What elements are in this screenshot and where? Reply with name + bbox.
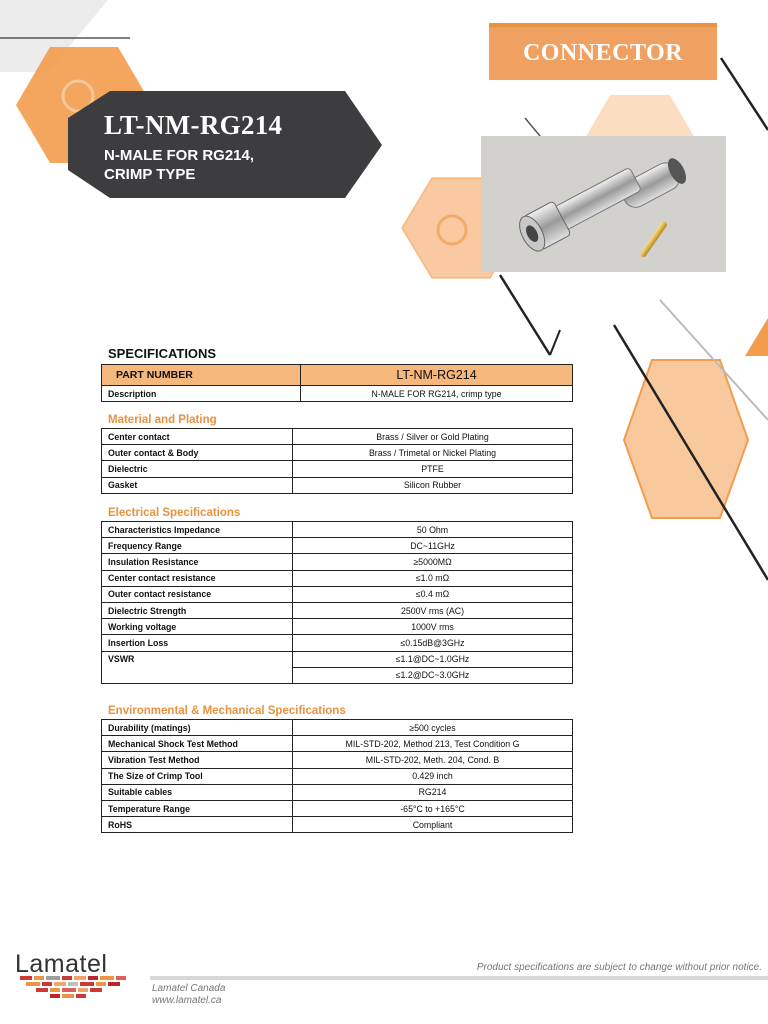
part-table: [101, 364, 573, 402]
product-title: LT-NM-RG214: [104, 110, 283, 140]
row-value: 0.429 inch: [293, 768, 573, 784]
row-value: -65°C to +165°C: [293, 800, 573, 816]
row-value: MIL-STD-202, Method 213, Test Condition G: [293, 736, 573, 752]
table-row: [102, 720, 573, 736]
row-value: 50 Ohm: [293, 522, 573, 538]
environmental-table: [101, 719, 573, 833]
row-label: Insulation Resistance: [102, 554, 293, 570]
table-row: [102, 538, 573, 554]
row-label: Mechanical Shock Test Method: [102, 736, 293, 752]
company-website[interactable]: www.lamatel.ca: [152, 995, 222, 1006]
environmental-heading: Environmental & Mechanical Specifications: [108, 705, 346, 717]
row-value: PTFE: [293, 461, 573, 477]
table-row: [102, 736, 573, 752]
specifications-heading: SPECIFICATIONS: [108, 346, 217, 361]
row-label: Insertion Loss: [102, 635, 293, 651]
description-label: Description: [102, 386, 301, 402]
row-value: MIL-STD-202, Meth. 204, Cond. B: [293, 752, 573, 768]
row-value: ≤1.0 mΩ: [293, 570, 573, 586]
row-value: Silicon Rubber: [293, 477, 573, 493]
table-row: [102, 365, 573, 386]
table-row: [102, 619, 573, 635]
row-label: RoHS: [102, 817, 293, 833]
row-label: Center contact: [102, 429, 293, 445]
row-label: Gasket: [102, 477, 293, 493]
row-label: The Size of Crimp Tool: [102, 768, 293, 784]
footer-divider: [150, 976, 768, 980]
table-row: [102, 477, 573, 493]
company-info: [152, 983, 225, 1007]
part-number-label: PART NUMBER: [102, 365, 301, 386]
vswr-value-2: ≤1.2@DC~3.0GHz: [293, 667, 573, 683]
company-name: Lamatel Canada: [152, 983, 226, 994]
row-label: Working voltage: [102, 619, 293, 635]
row-label: Temperature Range: [102, 800, 293, 816]
row-value: Brass / Trimetal or Nickel Plating: [293, 445, 573, 461]
table-row: [102, 429, 573, 445]
electrical-table: [101, 521, 573, 684]
table-row: [102, 522, 573, 538]
electrical-heading: Electrical Specifications: [108, 507, 241, 519]
row-value: 1000V rms: [293, 619, 573, 635]
row-label: Vibration Test Method: [102, 752, 293, 768]
table-row: [102, 461, 573, 477]
row-label: Characteristics Impedance: [102, 522, 293, 538]
table-row: [102, 817, 573, 833]
table-row: [102, 602, 573, 618]
row-value: RG214: [293, 784, 573, 800]
row-label: Dielectric: [102, 461, 293, 477]
product-photo: [481, 136, 726, 272]
row-label: Suitable cables: [102, 784, 293, 800]
row-value: ≥500 cycles: [293, 720, 573, 736]
table-row: [102, 445, 573, 461]
product-subtitle: N-MALE FOR RG214, CRIMP TYPE: [104, 147, 255, 183]
vswr-label: VSWR: [102, 651, 293, 683]
table-row: [102, 784, 573, 800]
category-badge-label: CONNECTOR: [522, 40, 684, 66]
row-label: Durability (matings): [102, 720, 293, 736]
description-value: N-MALE FOR RG214, crimp type: [301, 386, 573, 402]
material-table: [101, 428, 573, 494]
table-row: [102, 386, 573, 402]
row-value: Brass / Silver or Gold Plating: [293, 429, 573, 445]
vswr-value-1: ≤1.1@DC~1.0GHz: [293, 651, 573, 667]
row-value: DC~11GHz: [293, 538, 573, 554]
category-badge: [489, 23, 717, 80]
table-row: [102, 800, 573, 816]
table-row: [102, 554, 573, 570]
row-value: ≤0.4 mΩ: [293, 586, 573, 602]
row-value: ≥5000MΩ: [293, 554, 573, 570]
row-label: Outer contact & Body: [102, 445, 293, 461]
connector-image: [481, 136, 726, 272]
row-value: ≤0.15dB@3GHz: [293, 635, 573, 651]
lamatel-logo: Lamatel: [15, 950, 108, 978]
row-label: Frequency Range: [102, 538, 293, 554]
part-number-value: LT-NM-RG214: [301, 365, 573, 386]
table-row: [102, 570, 573, 586]
table-row: [102, 635, 573, 651]
material-heading: Material and Plating: [108, 414, 217, 426]
table-row: [102, 586, 573, 602]
row-label: Center contact resistance: [102, 570, 293, 586]
row-label: Dielectric Strength: [102, 602, 293, 618]
table-row: [102, 651, 573, 667]
disclaimer-note: Product specifications are subject to change without prior notice.: [476, 962, 762, 973]
row-label: Outer contact resistance: [102, 586, 293, 602]
table-row: [102, 752, 573, 768]
row-value: Compliant: [293, 817, 573, 833]
row-value: 2500V rms (AC): [293, 602, 573, 618]
table-row: [102, 768, 573, 784]
